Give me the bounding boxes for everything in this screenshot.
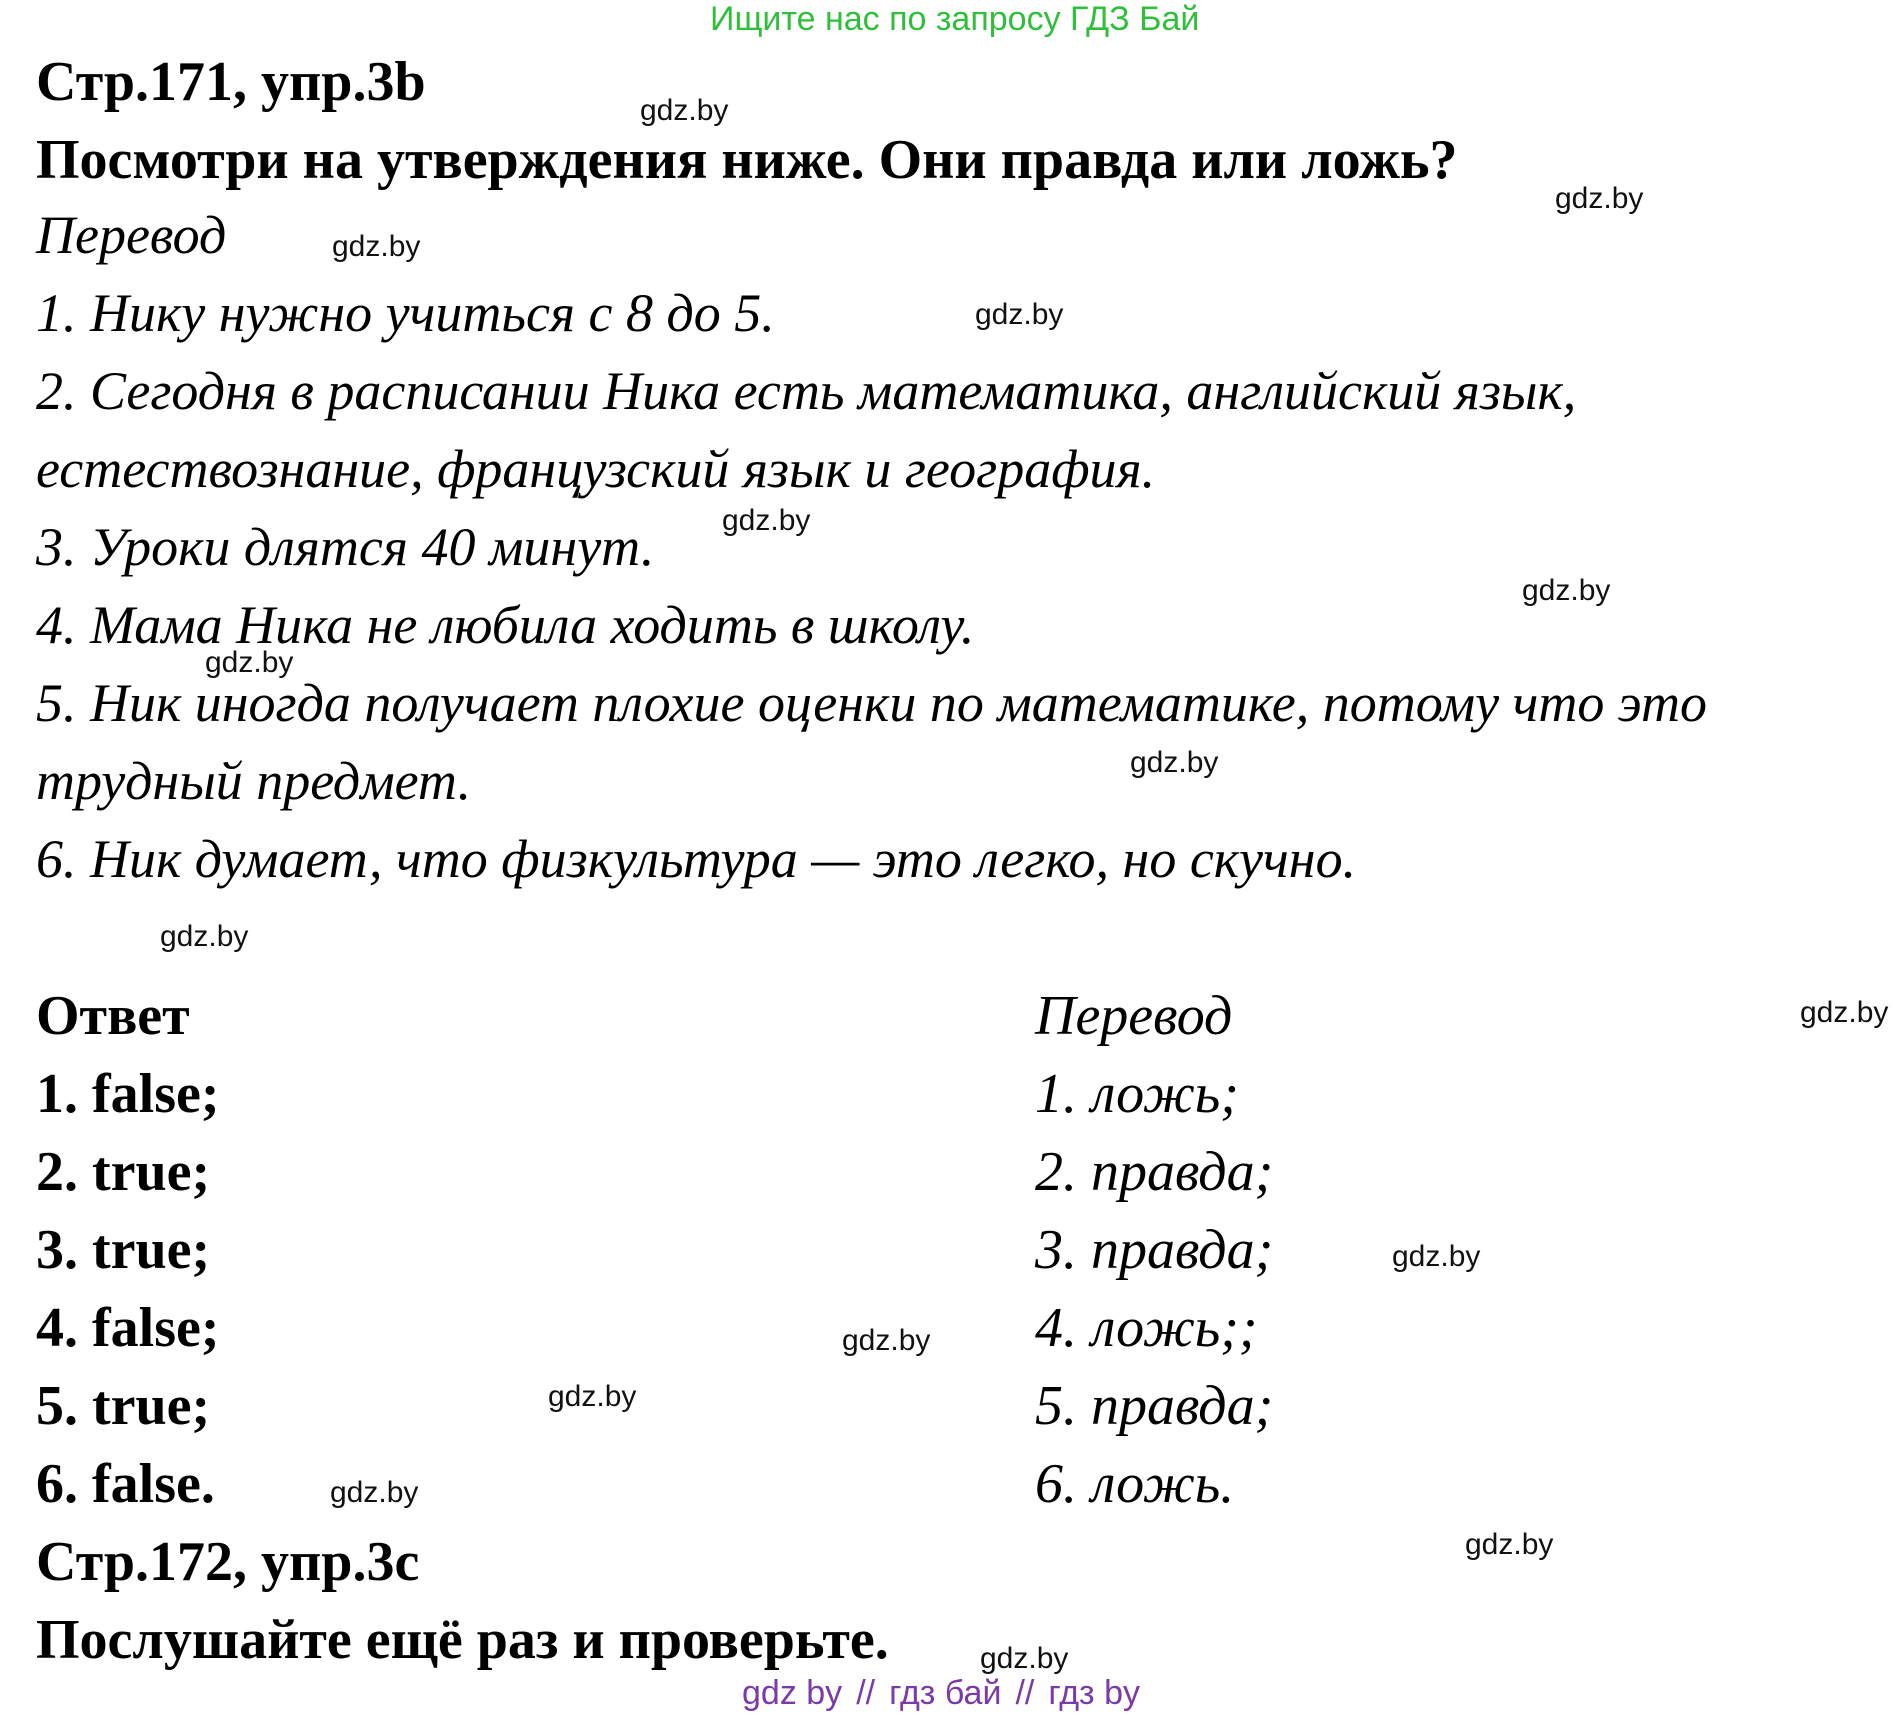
section1-task: Посмотри на утверждения ниже. Они правда или ложь? [36,129,1458,191]
watermark: gdz.by [1522,574,1611,607]
answer-ru-4: 4. ложь;; [1035,1297,1258,1359]
watermark: gdz.by [640,94,729,127]
answer-en-3: 3. true; [36,1219,211,1281]
answer-translation-label: Перевод [1035,985,1233,1047]
watermark: gdz.by [842,1324,931,1357]
answer-en-6: 6. false. [36,1453,215,1515]
watermark: gdz.by [1555,182,1644,215]
answer-ru-1: 1. ложь; [1035,1063,1239,1125]
answer-ru-2: 2. правда; [1035,1141,1274,1203]
section2-task: Послушайте ещё раз и проверьте. [36,1609,889,1671]
statement-1: 1. Нику нужно учиться с 8 до 5. [36,283,775,343]
answer-en-4: 4. false; [36,1297,220,1359]
watermark: gdz.by [980,1642,1069,1675]
footer-banner [742,1676,1140,1710]
watermark: gdz.by [330,1476,419,1509]
watermark: gdz.by [548,1380,637,1413]
footer-separator: // [1015,1674,1035,1712]
answer-en-5: 5. true; [36,1375,211,1437]
statement-5-line1: 5. Ник иногда получает плохие оценки по математике, потому что это [36,673,1707,733]
watermark: gdz.by [1392,1240,1481,1273]
watermark: gdz.by [160,920,249,953]
answer-ru-6: 6. ложь. [1035,1453,1235,1515]
statement-2-line2: естествознание, французский язык и география. [36,439,1156,499]
watermark: gdz.by [205,646,294,679]
statement-3: 3. Уроки длятся 40 минут. [36,517,655,577]
watermark: gdz.by [332,230,421,263]
statement-6: 6. Ник думает, что физкультура — это легко, но скучно. [36,829,1357,889]
answer-label: Ответ [36,985,190,1047]
footer-part-3: гдз by [1048,1674,1141,1712]
statement-2-line1: 2. Сегодня в расписании Ника есть математика, английский язык, [36,361,1577,421]
section1-translation-label: Перевод [36,205,227,265]
top-banner: Ищите нас по запросу ГДЗ Бай [710,0,1200,38]
statement-5-line2: трудный предмет. [36,751,472,811]
watermark: gdz.by [722,504,811,537]
footer-separator: // [856,1674,876,1712]
statement-4: 4. Мама Ника не любила ходить в школу. [36,595,975,655]
answer-en-1: 1. false; [36,1063,220,1125]
watermark: gdz.by [1465,1528,1554,1561]
answer-ru-5: 5. правда; [1035,1375,1274,1437]
answer-ru-3: 3. правда; [1035,1219,1274,1281]
watermark: gdz.by [975,298,1064,331]
footer-part-1: gdz by [742,1674,843,1712]
section1-title: Стр.171, упр.3b [36,51,426,113]
watermark: gdz.by [1800,996,1889,1029]
section2-title: Стр.172, упр.3c [36,1531,420,1593]
footer-part-2: гдз бай [889,1674,1002,1712]
watermark: gdz.by [1130,746,1219,779]
answer-en-2: 2. true; [36,1141,211,1203]
